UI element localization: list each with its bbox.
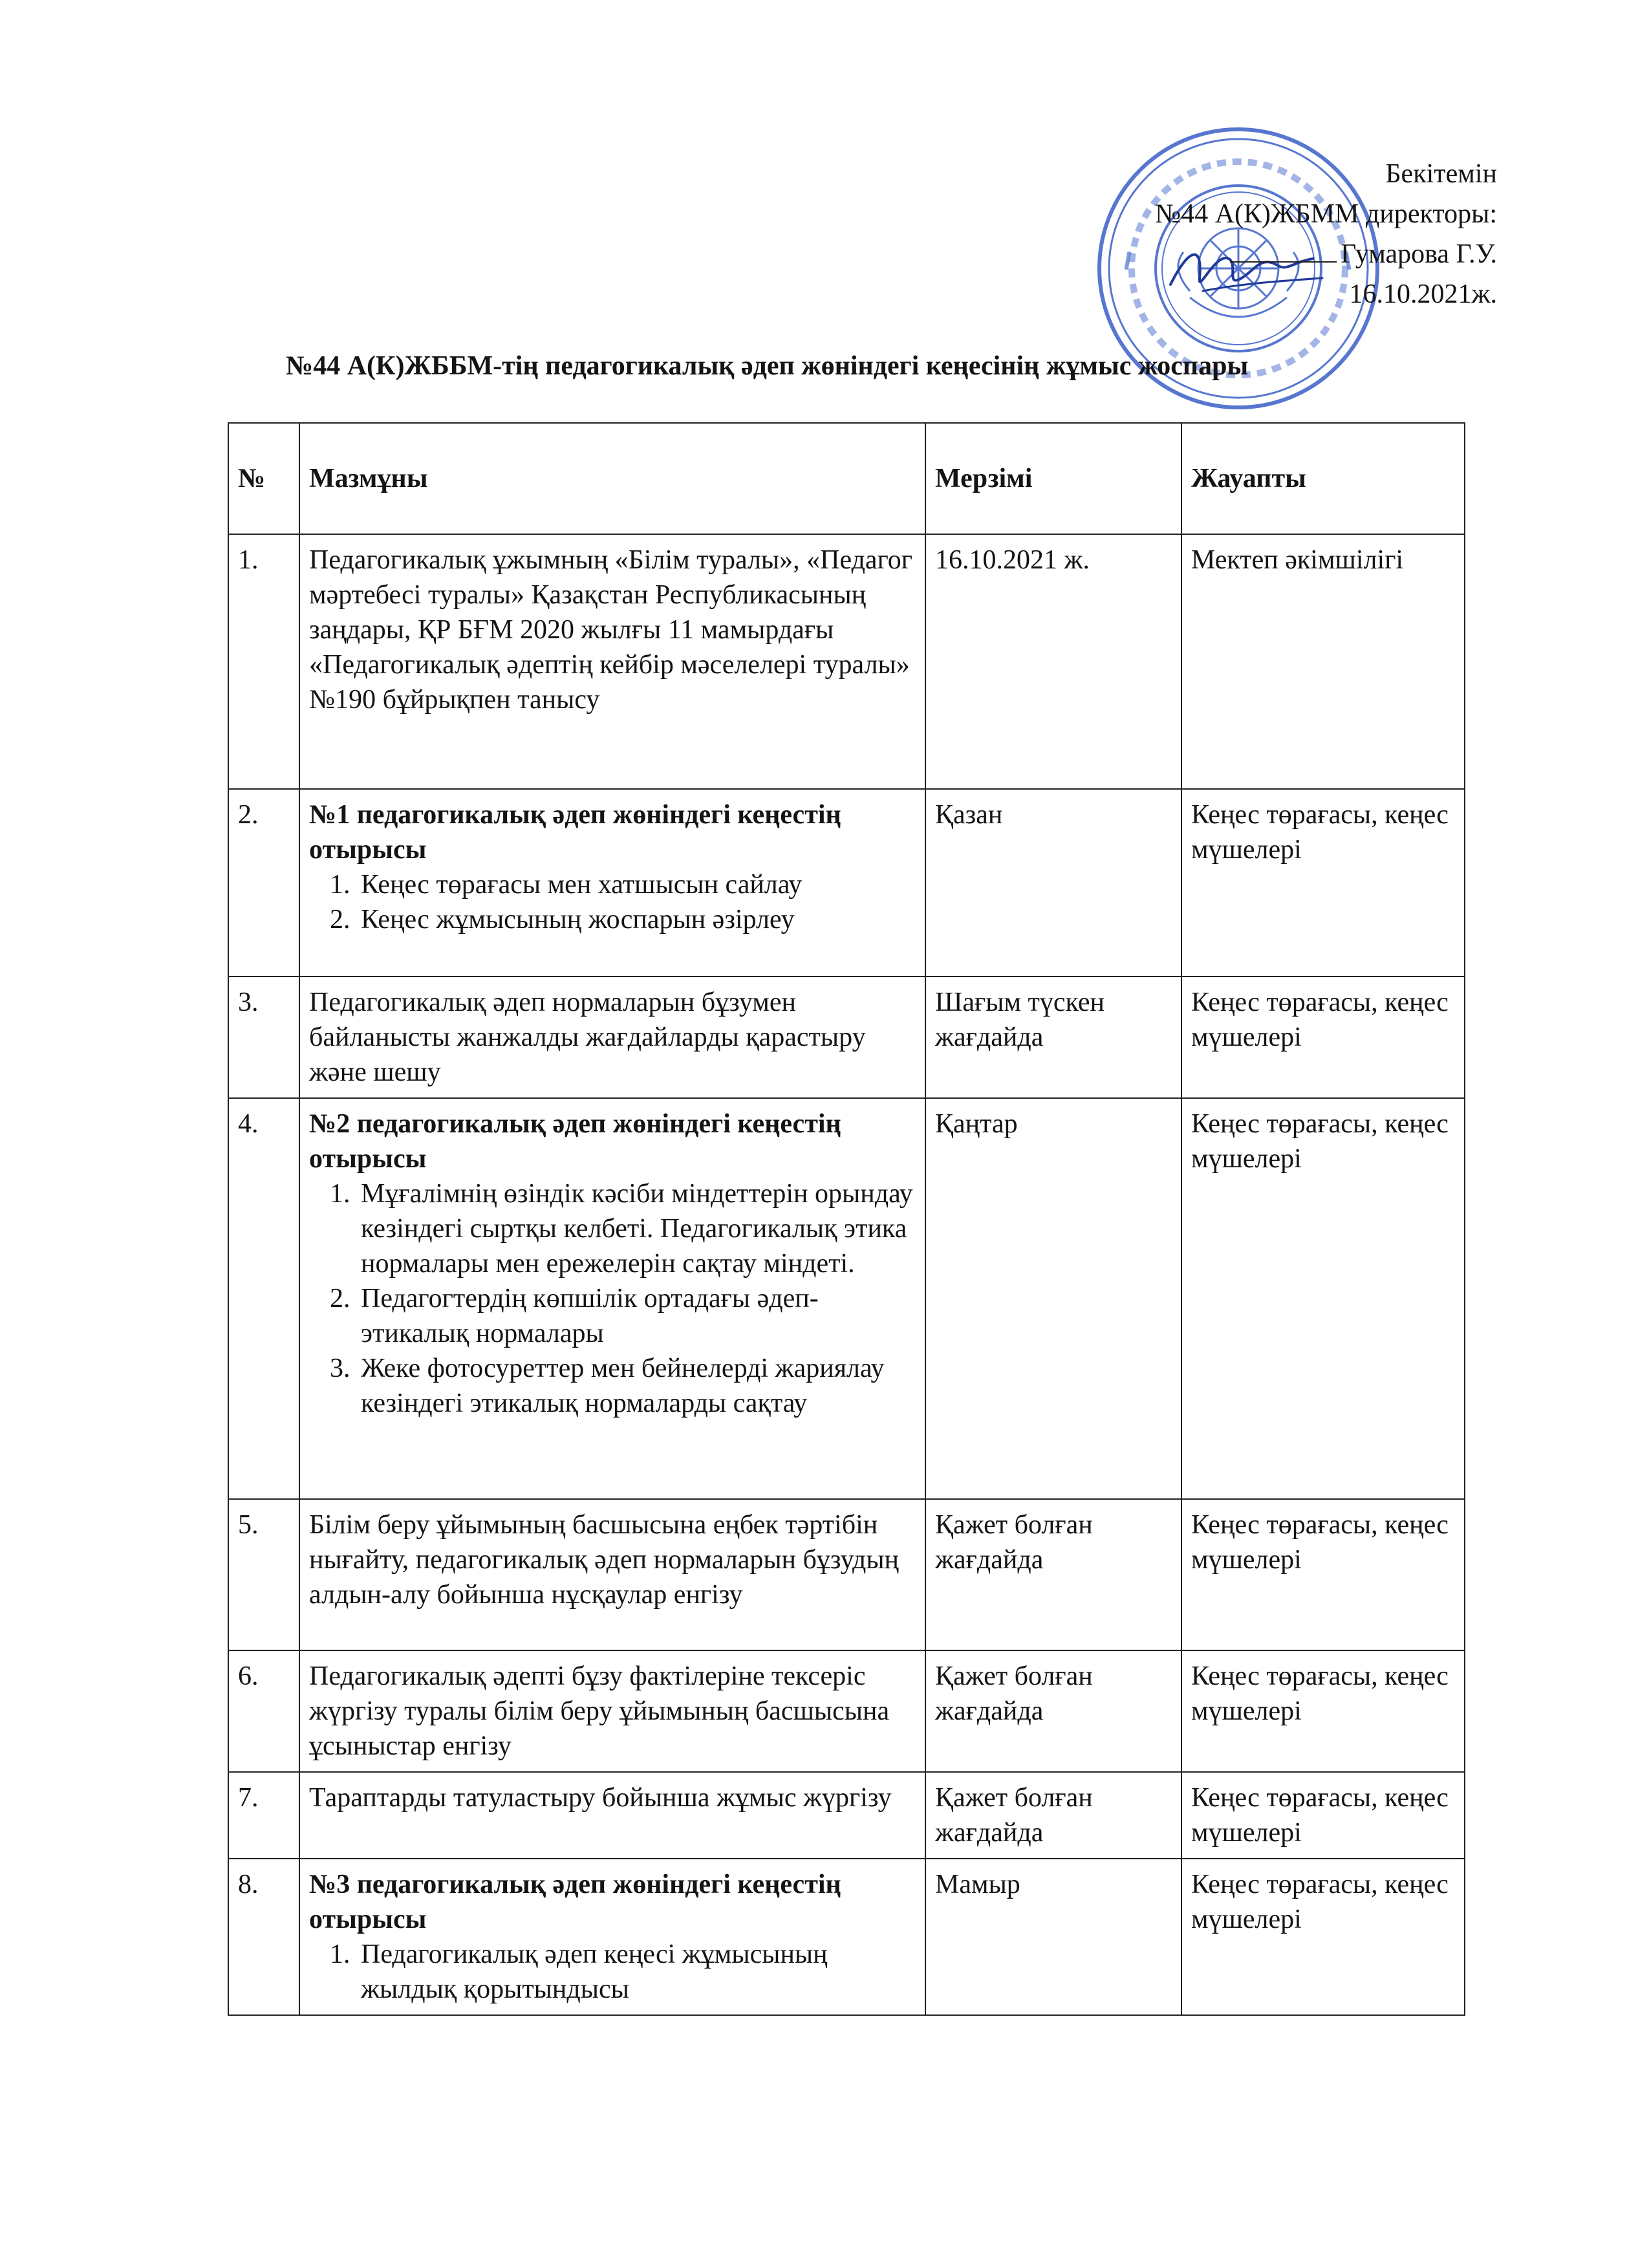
row-responsible: Мектеп әкімшілігі xyxy=(1181,534,1465,789)
list-item: 1. Педагогикалық әдеп кеңесі жұмысының жылдық қорытындысы xyxy=(357,1937,916,2007)
row-deadline: 16.10.2021 ж. xyxy=(925,534,1181,789)
table-row xyxy=(228,1859,1465,2015)
document-title: №44 А(К)ЖББМ-тің педагогикалық әдеп жөніндегі кеңесінің жұмыс жоспары xyxy=(286,351,1249,381)
row-number: 6. xyxy=(228,1650,299,1772)
row-responsible: Кеңес төрағасы, кеңес мүшелері xyxy=(1181,1650,1465,1772)
header-responsible: Жауапты xyxy=(1181,423,1465,534)
approval-director-name: Гумарова Г.У. xyxy=(1341,239,1497,269)
row-content: Тараптарды татуластыру бойынша жұмыс жүргізу xyxy=(299,1772,925,1859)
row-content xyxy=(299,1098,925,1499)
row-responsible: Кеңес төрағасы, кеңес мүшелері xyxy=(1181,1499,1465,1650)
row-deadline: Қажет болған жағдайда xyxy=(925,1499,1181,1650)
table-row xyxy=(228,789,1465,977)
row-number: 7. xyxy=(228,1772,299,1859)
row-content xyxy=(299,789,925,977)
row-responsible: Кеңес төрағасы, кеңес мүшелері xyxy=(1181,1859,1465,2015)
approval-label: Бекітемін xyxy=(1385,159,1497,189)
approval-block xyxy=(1155,154,1497,314)
table-header-row xyxy=(228,423,1465,534)
row-deadline: Қажет болған жағдайда xyxy=(925,1650,1181,1772)
row-number: 5. xyxy=(228,1499,299,1650)
table-row xyxy=(228,1650,1465,1772)
list-item: 1. Кеңес төрағасы мен хатшысын сайлау xyxy=(357,867,916,902)
row-deadline: Қаңтар xyxy=(925,1098,1181,1499)
row-deadline: Шағым түскен жағдайда xyxy=(925,977,1181,1098)
approval-director-title: №44 А(К)ЖБММ директоры: xyxy=(1155,199,1497,229)
approval-date: 16.10.2021ж. xyxy=(1349,279,1497,309)
header-content: Мазмұны xyxy=(299,423,925,534)
meeting-heading: №2 педагогикалық әдеп жөніндегі кеңестің отырысы xyxy=(309,1109,841,1174)
row-number: 4. xyxy=(228,1098,299,1499)
work-plan-table xyxy=(228,422,1465,2016)
row-deadline: Қажет болған жағдайда xyxy=(925,1772,1181,1859)
meeting-heading: №3 педагогикалық әдеп жөніндегі кеңестің отырысы xyxy=(309,1870,841,1934)
row-deadline: Мамыр xyxy=(925,1859,1181,2015)
agenda-list xyxy=(309,867,916,937)
row-number: 8. xyxy=(228,1859,299,2015)
row-deadline: Қазан xyxy=(925,789,1181,977)
agenda-list xyxy=(309,1176,916,1421)
signature-line xyxy=(1230,238,1337,263)
row-content: Педагогикалық әдепті бұзу фактілеріне тексеріс жүргізу туралы білім беру ұйымының басшысына ұсыныстар енгізу xyxy=(299,1650,925,1772)
row-responsible: Кеңес төрағасы, кеңес мүшелері xyxy=(1181,1772,1465,1859)
meeting-heading: №1 педагогикалық әдеп жөніндегі кеңестің отырысы xyxy=(309,800,841,865)
table-row xyxy=(228,1098,1465,1499)
list-item: 2. Педагогтердің көпшілік ортадағы әдеп-этикалық нормалары xyxy=(357,1281,916,1351)
list-item: 3. Жеке фотосуреттер мен бейнелерді жариялау кезіндегі этикалық нормаларды сақтау xyxy=(357,1351,916,1421)
row-responsible: Кеңес төрағасы, кеңес мүшелері xyxy=(1181,977,1465,1098)
row-number: 2. xyxy=(228,789,299,977)
row-responsible: Кеңес төрағасы, кеңес мүшелері xyxy=(1181,1098,1465,1499)
list-item: 1. Мұғалімнің өзіндік кәсіби міндеттерін орындау кезіндегі сыртқы келбеті. Педагогикалық этика нормалары мен ережелерін сақтау міндеті. xyxy=(357,1176,916,1281)
row-content: Педагогикалық әдеп нормаларын бұзумен байланысты жанжалды жағдайларды қарастыру және шешу xyxy=(299,977,925,1098)
row-responsible: Кеңес төрағасы, кеңес мүшелері xyxy=(1181,789,1465,977)
list-item: 2. Кеңес жұмысының жоспарын әзірлеу xyxy=(357,902,916,937)
row-number: 1. xyxy=(228,534,299,789)
agenda-list xyxy=(309,1937,916,2007)
row-content xyxy=(299,1859,925,2015)
approval-director-name-line xyxy=(1155,234,1497,274)
table-row xyxy=(228,977,1465,1098)
header-number: № xyxy=(228,423,299,534)
header-deadline: Мерзімі xyxy=(925,423,1181,534)
row-content: Білім беру ұйымының басшысына еңбек тәртібін нығайту, педагогикалық әдеп нормаларын бұзудың алдын-алу бойынша нұсқаулар енгізу xyxy=(299,1499,925,1650)
table-row xyxy=(228,534,1465,789)
row-number: 3. xyxy=(228,977,299,1098)
table-row xyxy=(228,1772,1465,1859)
row-content: Педагогикалық ұжымның «Білім туралы», «Педагог мәртебесі туралы» Қазақстан Республикасының заңдары, ҚР БҒМ 2020 жылғы 11 мамырдағы «Педагогикалық әдептің кейбір мәселелері туралы» №190 бұйрықпен танысу xyxy=(299,534,925,789)
table-row xyxy=(228,1499,1465,1650)
